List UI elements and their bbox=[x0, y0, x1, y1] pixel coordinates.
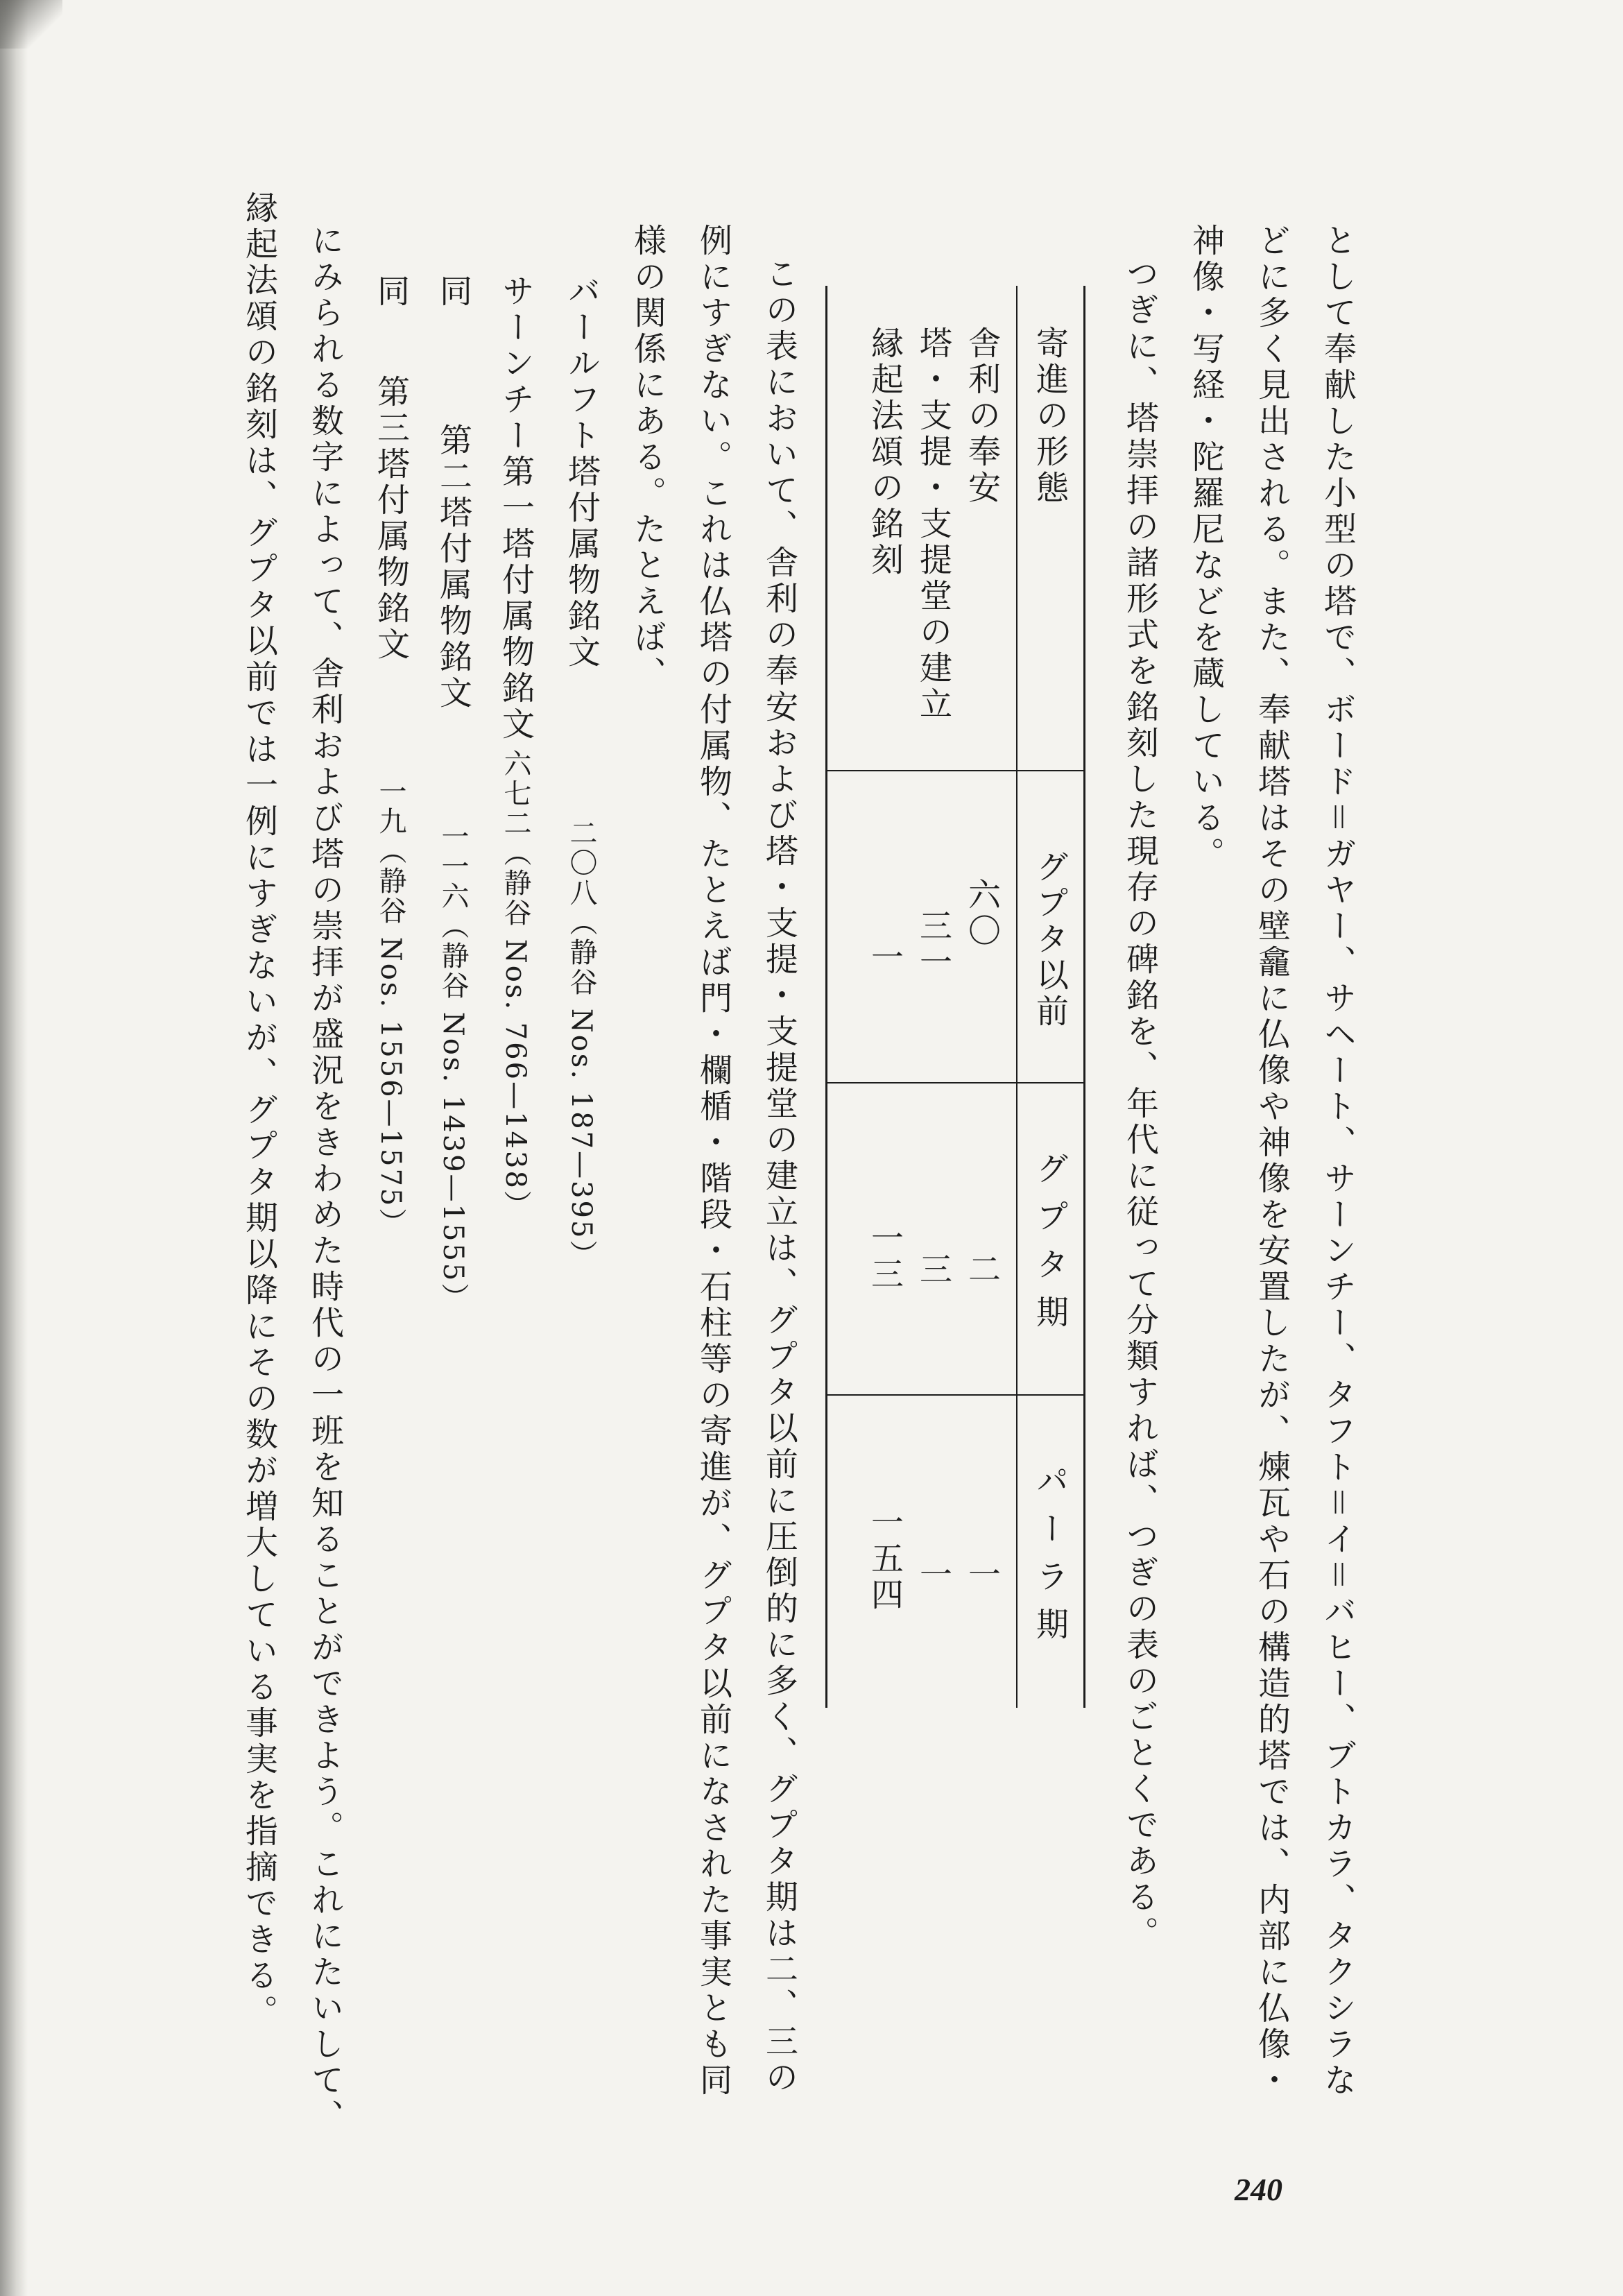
table-header-rule bbox=[1016, 286, 1017, 1708]
table-row-label: 縁起法頌の銘刻 bbox=[866, 326, 904, 579]
table-cell: 一五四 bbox=[866, 1505, 904, 1613]
list-item-prefix: 同 bbox=[372, 274, 410, 310]
list-item-name: 第二塔付属物銘文 bbox=[434, 423, 472, 712]
table-col-divider bbox=[825, 1394, 1085, 1396]
list-item-name: バールフト塔付属物銘文 bbox=[563, 274, 601, 671]
scan-corner-shadow bbox=[0, 0, 62, 49]
table-cell: 一 bbox=[914, 1557, 952, 1593]
body-text-line: 縁起法頌の銘刻は、グプタ以前では一例にすぎないが、グプタ期以降にその数が増大している事実を指摘できる。 bbox=[240, 191, 278, 2030]
table-cell: 三一 bbox=[914, 909, 952, 981]
table-border-right bbox=[1083, 286, 1085, 1708]
table-header-form: 寄進の形態 bbox=[1031, 326, 1069, 506]
table-col-divider bbox=[825, 1082, 1085, 1083]
table-cell: 三 bbox=[914, 1252, 952, 1288]
list-item-name: 第三塔付属物銘文 bbox=[372, 375, 410, 663]
list-item-prefix: 同 bbox=[434, 274, 472, 310]
table-cell: 一 bbox=[866, 940, 904, 976]
list-item-value: 六七二（静谷 Nos. 766—1438） bbox=[499, 749, 531, 1220]
body-text-line: どに多く見出される。また、奉献塔はその壁龕に仏像や神像を安置したが、煉瓦や石の構造的塔では、内部に仏像・ bbox=[1253, 223, 1291, 2099]
list-item-value: 二〇八（静谷 Nos. 187—395） bbox=[565, 819, 597, 1270]
table-col-divider bbox=[825, 770, 1085, 771]
table-row-label: 塔・支提・支提堂の建立 bbox=[914, 326, 952, 723]
table-header-gupta: グプタ期 bbox=[1031, 1151, 1069, 1343]
table-header-pre-gupta: グプタ以前 bbox=[1031, 850, 1069, 1030]
table-row-label: 舎利の奉安 bbox=[963, 326, 1001, 506]
table-cell: 一三 bbox=[866, 1221, 904, 1293]
body-text-line: にみられる数字によって、舎利および塔の崇拝が盛況をきわめた時代の一班を知ることができよう。これにたいして、 bbox=[306, 223, 344, 2135]
table-border-left bbox=[825, 286, 827, 1708]
list-item-value: 一九（静谷 Nos. 1556—1575） bbox=[375, 777, 406, 1238]
body-text-line: 例にすぎない。これは仏塔の付属物、たとえば門・欄楯・階段・石柱等の寄進が、グプタ以前になされた事実とも同 bbox=[694, 223, 732, 2099]
table-cell: 一 bbox=[963, 1557, 1001, 1593]
table-cell: 二 bbox=[963, 1252, 1001, 1288]
body-text-line: 神像・写経・陀羅尼などを蔵している。 bbox=[1187, 223, 1225, 873]
table-cell: 六〇 bbox=[963, 877, 1001, 950]
scan-edge-shadow bbox=[0, 0, 28, 2296]
page-number: 240 bbox=[1235, 2172, 1282, 2207]
table-header-pala: パーラ期 bbox=[1031, 1464, 1069, 1655]
body-text-line: 様の関係にある。たとえば、 bbox=[628, 223, 667, 692]
list-item-name: サーンチー第一塔付属物銘文 bbox=[497, 274, 535, 743]
list-item-value: 一一六（静谷 Nos. 1439—1555） bbox=[437, 822, 469, 1313]
body-text-line: として奉献した小型の塔で、ボード＝ガヤー、サヘート、サーンチー、タフト＝イ＝バヒー、ブトカラ、タクシラな bbox=[1319, 223, 1357, 2099]
body-text-line: この表において、舎利の奉安および塔・支提・支提堂の建立は、グプタ以前に圧倒的に多く、グプタ期は二、三の bbox=[760, 257, 798, 2096]
body-text-line: つぎに、塔崇拝の諸形式を銘刻した現存の碑銘を、年代に従って分類すれば、つぎの表のごとくである。 bbox=[1121, 257, 1159, 1952]
